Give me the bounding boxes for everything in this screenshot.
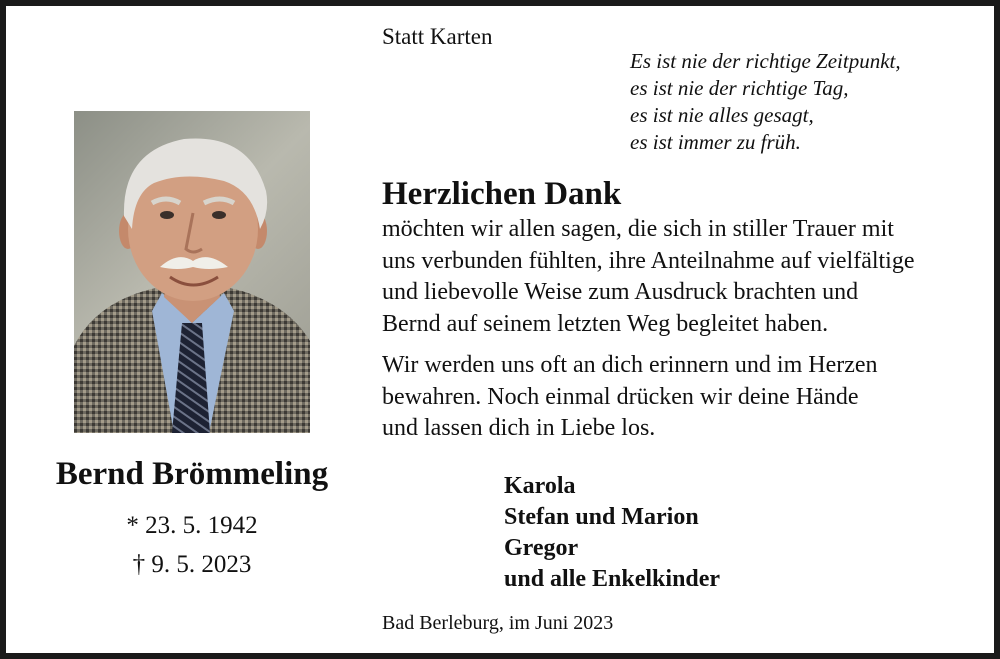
family-signature: [504, 471, 720, 595]
thanks-heading: Herzlichen Dank: [382, 176, 622, 212]
birth-date: * 23. 5. 1942: [126, 512, 258, 539]
portrait-illustration: [74, 111, 310, 433]
family-member: Karola: [504, 473, 576, 499]
poem-line: Es ist nie der richtige Zeitpunkt,: [630, 49, 901, 73]
paragraph-line: Bernd auf seinem letzten Weg begleitet haben.: [382, 310, 829, 337]
paragraph-line: Wir werden uns oft an dich erinnern und im Herzen: [382, 352, 878, 378]
portrait-photo: [74, 111, 310, 433]
family-member: und alle Enkelkinder: [504, 566, 721, 592]
death-date: † 9. 5. 2023: [132, 551, 252, 578]
place-date-footer: Bad Berleburg, im Juni 2023: [382, 612, 614, 634]
family-member: Gregor: [504, 535, 579, 561]
family-member: Stefan und Marion: [504, 504, 699, 530]
paragraph-line: und lassen dich in Liebe los.: [382, 415, 656, 441]
thanks-paragraph: [382, 214, 915, 340]
paragraph-line: uns verbunden fühlten, ihre Anteilnahme auf vielfältige: [382, 247, 915, 274]
poem: [630, 48, 901, 156]
poem-line: es ist nie alles gesagt,: [630, 103, 814, 127]
poem-line: es ist nie der richtige Tag,: [630, 76, 849, 100]
deceased-name: Bernd Brömmeling: [55, 456, 329, 492]
poem-line: es ist immer zu früh.: [630, 130, 801, 154]
paragraph-line: bewahren. Noch einmal drücken wir deine Hände: [382, 383, 859, 410]
header-text: Statt Karten: [382, 24, 493, 49]
paragraph-line: möchten wir allen sagen, die sich in stiller Trauer mit: [382, 216, 894, 242]
paragraph-line: und liebevolle Weise zum Ausdruck brachten und: [382, 279, 859, 305]
remembrance-paragraph: [382, 350, 878, 445]
